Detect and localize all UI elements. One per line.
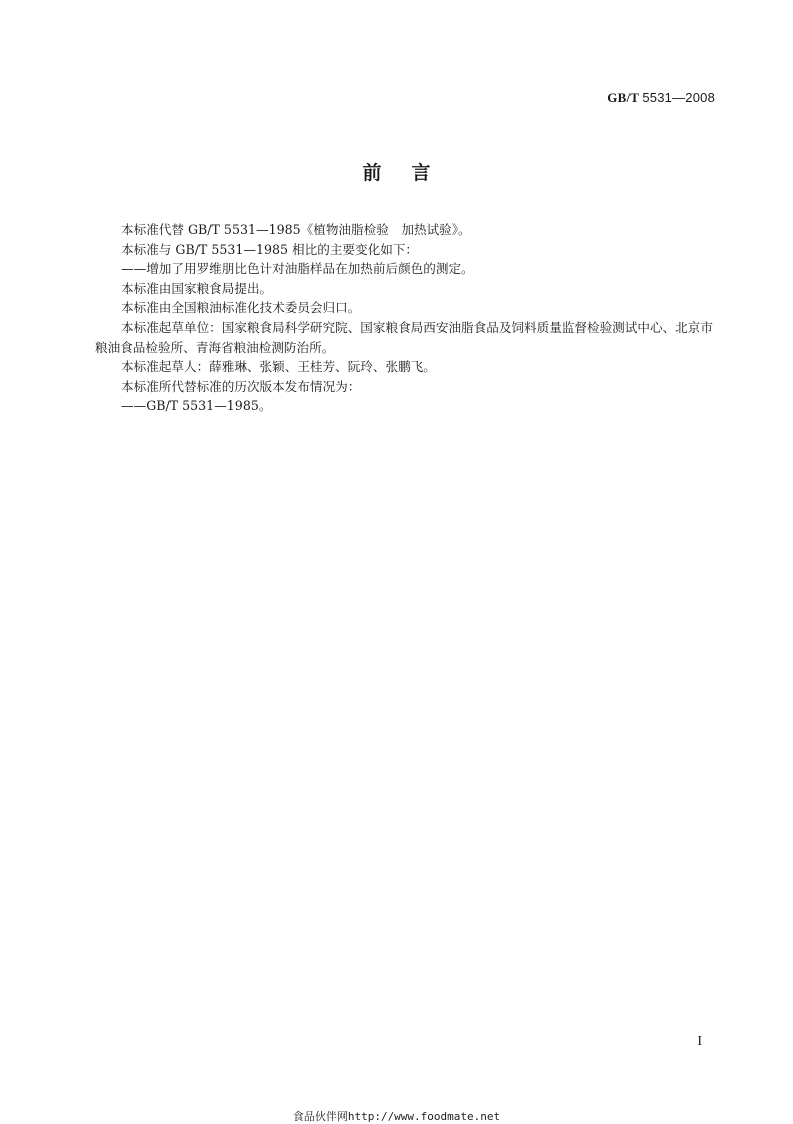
standard-code-number: 5531—2008 xyxy=(642,90,715,105)
paragraph-replaces: 本标准代替 GB/T 5531—1985《植物油脂检验 加热试验》。 xyxy=(121,222,471,237)
standard-code xyxy=(607,90,715,106)
footer-watermark: 食品伙伴网http://www.foodmate.net xyxy=(292,1110,501,1123)
standard-code-prefix: GB/T xyxy=(607,90,639,105)
paragraph-history-intro: 本标准所代替标准的历次版本发布情况为： xyxy=(121,378,361,394)
paragraph-centralized-by: 本标准由全国粮油标准化技术委员会归口。 xyxy=(121,300,361,316)
foreword-body xyxy=(95,220,717,416)
paragraph-proposed-by: 本标准由国家粮食局提出。 xyxy=(121,280,273,296)
paragraph-history-item: ——GB/T 5531—1985。 xyxy=(121,398,272,414)
paragraph-change-item: ——增加了用罗维朋比色计对油脂样品在加热前后颜色的测定。 xyxy=(121,261,474,277)
page-title: 前言 xyxy=(362,162,461,184)
page-number: I xyxy=(697,1034,702,1049)
paragraph-changes-intro: 本标准与 GB/T 5531—1985 相比的主要变化如下： xyxy=(121,241,418,257)
paragraph-drafting-units: 本标准起草单位：国家粮食局科学研究院、国家粮食局西安油脂食品及饲料质量监督检验测试中心、北京市粮油食品检验所、青海省粮油检测防治所。 xyxy=(95,319,713,355)
paragraph-drafters: 本标准起草人：薛雅琳、张颖、王桂芳、阮玲、张鹏飞。 xyxy=(121,359,436,375)
